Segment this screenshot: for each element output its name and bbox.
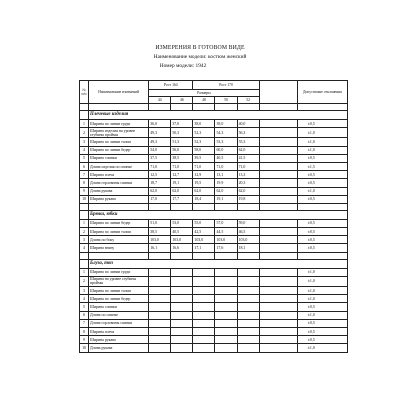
empty-cell (259, 344, 297, 352)
size-value (215, 319, 237, 327)
spacer-cell (215, 104, 237, 111)
measurement-name: Длина горловины спинки (89, 319, 149, 327)
size-value: 16,6 (171, 244, 193, 252)
tolerance-value: ±0,5 (297, 154, 347, 162)
size-value: 103,0 (149, 236, 171, 244)
size-value: 44,5 (215, 228, 237, 236)
size-value: 71,0 (193, 162, 215, 170)
size-value (237, 276, 259, 286)
size-value: 52,3 (193, 128, 215, 138)
measurement-name: Ширина по линии талии (89, 287, 149, 295)
row-number: 9 (80, 336, 89, 344)
size-value: 71,0 (171, 162, 193, 170)
measurement-name: Длина рукава (89, 344, 149, 352)
spacer-cell (297, 104, 347, 111)
empty-cell (259, 268, 297, 276)
size-value: 38,0 (193, 120, 215, 128)
section-title: Блуза, топ (89, 259, 348, 268)
size-value (215, 344, 237, 352)
size-value (193, 287, 215, 295)
size-value (149, 311, 171, 319)
tolerance-value: ±1,0 (297, 287, 347, 295)
size-value (193, 276, 215, 286)
empty-cell (259, 228, 297, 236)
table-row (80, 295, 348, 303)
spacer-cell (237, 252, 259, 259)
size-value: 49,3 (149, 128, 171, 138)
size-value: 53,0 (171, 219, 193, 227)
tolerance-value: ±0,5 (297, 303, 347, 311)
size-value: 36,0 (149, 120, 171, 128)
tolerance-value: ±1,0 (297, 344, 347, 352)
measurement-name: Ширина по линии талии (89, 228, 149, 236)
empty-cell (259, 303, 297, 311)
size-value (171, 276, 193, 286)
table-row (80, 171, 348, 179)
size-value (237, 344, 259, 352)
size-value (237, 327, 259, 335)
size-value (237, 268, 259, 276)
size-value: 57,0 (215, 219, 237, 227)
size-value: 56,3 (237, 128, 259, 138)
size-value: 103,0 (237, 236, 259, 244)
size-value: 39,0 (215, 120, 237, 128)
size-value (171, 295, 193, 303)
tolerance-value: ±0,5 (297, 244, 347, 252)
measurement-name: Длина горловины спинки (89, 179, 149, 187)
row-number: 2 (80, 228, 89, 236)
header-height-170: Рост 170 (193, 81, 259, 90)
table-row (80, 244, 348, 252)
empty-cell (259, 138, 297, 146)
table-row (80, 319, 348, 327)
spacer-cell (193, 252, 215, 259)
size-value: 42,5 (193, 228, 215, 236)
size-value: 38,5 (171, 154, 193, 162)
size-value (171, 303, 193, 311)
tolerance-value: ±1,0 (297, 146, 347, 154)
size-value (193, 327, 215, 335)
tolerance-value: ±0,5 (297, 219, 347, 227)
table-row (80, 287, 348, 295)
measurement-name: Ширина плеча (89, 327, 149, 335)
size-value (215, 327, 237, 335)
size-value: 54,3 (215, 128, 237, 138)
empty-cell (259, 311, 297, 319)
size-value: 103,0 (171, 236, 193, 244)
size-value: 17,6 (215, 244, 237, 252)
size-value: 19,1 (215, 195, 237, 203)
measurement-name: Ширина по линии бедер (89, 219, 149, 227)
size-value (237, 319, 259, 327)
section-num-cell (80, 111, 89, 120)
size-value: 19,1 (171, 179, 193, 187)
empty-cell (259, 120, 297, 128)
size-value (149, 327, 171, 335)
size-value: 40,5 (171, 228, 193, 236)
spacer-cell (89, 104, 149, 111)
table-row (80, 336, 348, 344)
size-value (193, 344, 215, 352)
table-row (80, 344, 348, 352)
measurement-name: Ширина изделия на уровне глубины проймы (89, 128, 149, 138)
row-number: 1 (80, 120, 89, 128)
size-value: 13,1 (215, 171, 237, 179)
header-num: № п/п (80, 81, 89, 104)
table-row (80, 195, 348, 203)
empty-cell (259, 287, 297, 295)
tolerance-value: ±0,5 (297, 228, 347, 236)
size-value: 17,7 (171, 195, 193, 203)
row-number: 4 (80, 244, 89, 252)
size-value: 17,1 (193, 244, 215, 252)
size-value (149, 268, 171, 276)
empty-cell (259, 154, 297, 162)
spacer-cell (149, 104, 171, 111)
table-row (80, 276, 348, 286)
row-number: 10 (80, 195, 89, 203)
table-row (80, 187, 348, 195)
size-value (237, 336, 259, 344)
spacer-cell (193, 203, 215, 210)
size-value (237, 287, 259, 295)
size-value (149, 276, 171, 286)
table-row (80, 327, 348, 335)
spacer-cell (171, 203, 193, 210)
size-value: 17,0 (149, 195, 171, 203)
size-value: 103,0 (215, 236, 237, 244)
row-number: 10 (80, 344, 89, 352)
spacer-cell (237, 104, 259, 111)
size-value: 38,5 (149, 228, 171, 236)
spacer-cell (149, 252, 171, 259)
table-row (80, 236, 348, 244)
spacer-cell (297, 252, 347, 259)
header-size-44: 44 (149, 97, 171, 104)
size-value: 40,0 (237, 120, 259, 128)
size-value (171, 327, 193, 335)
size-value (215, 276, 237, 286)
size-value (171, 287, 193, 295)
measurement-name: Ширина рукава (89, 336, 149, 344)
measurement-name: Длина по спинке (89, 311, 149, 319)
size-value (215, 268, 237, 276)
row-number: 8 (80, 327, 89, 335)
size-value: 58,0 (193, 146, 215, 154)
document-title: ИЗМЕРЕНИЯ В ГОТОВОМ ВИДЕ (155, 45, 245, 51)
size-value: 60,0 (215, 146, 237, 154)
size-value: 55,0 (193, 219, 215, 227)
size-value: 16,1 (149, 244, 171, 252)
row-number: 2 (80, 276, 89, 286)
table-row (80, 162, 348, 170)
size-value (193, 319, 215, 327)
spacer-cell (259, 203, 297, 210)
size-value (193, 311, 215, 319)
tolerance-value: ±1,5 (297, 162, 347, 170)
empty-cell (259, 179, 297, 187)
size-value: 62,0 (149, 187, 171, 195)
row-number: 3 (80, 138, 89, 146)
table-row (80, 138, 348, 146)
section-title: Плечевые изделия (89, 111, 348, 120)
spacer-cell (259, 104, 297, 111)
measurement-name: Длина изделия по спинке (89, 162, 149, 170)
row-number: 1 (80, 268, 89, 276)
header-sizes-label: Размеры (149, 90, 259, 97)
size-value (237, 311, 259, 319)
tolerance-value: ±0,5 (297, 319, 347, 327)
size-value (193, 295, 215, 303)
size-value: 62,0 (215, 187, 237, 195)
section-title: Брюки, юбки (89, 210, 348, 219)
size-value (171, 268, 193, 276)
size-value: 13,3 (237, 171, 259, 179)
size-value (193, 268, 215, 276)
size-value: 49,3 (149, 138, 171, 146)
size-value: 37,0 (171, 120, 193, 128)
spacer-cell (171, 252, 193, 259)
size-value: 20,3 (237, 179, 259, 187)
tolerance-value: ±0,5 (297, 171, 347, 179)
size-value (215, 336, 237, 344)
header-height-164: Рост 164 (149, 81, 193, 90)
section-num-cell (80, 210, 89, 219)
spacer-cell (80, 203, 89, 210)
size-value: 56,0 (171, 146, 193, 154)
measurement-name: Ширина внизу (89, 244, 149, 252)
header-empty-cell (259, 81, 297, 104)
size-value: 19,5 (193, 179, 215, 187)
size-value: 50,3 (171, 128, 193, 138)
empty-cell (259, 162, 297, 170)
section-num-cell (80, 259, 89, 268)
tolerance-value: ±0,5 (297, 236, 347, 244)
spacer-cell (89, 252, 149, 259)
size-value (149, 336, 171, 344)
row-number: 7 (80, 171, 89, 179)
spacer-cell (259, 252, 297, 259)
size-value (171, 311, 193, 319)
tolerance-value: ±0,5 (297, 120, 347, 128)
measurement-name: Длина по боку (89, 236, 149, 244)
measurement-name: Ширина спинки (89, 303, 149, 311)
row-number: 1 (80, 219, 89, 227)
size-value (149, 295, 171, 303)
size-value (215, 287, 237, 295)
row-number: 9 (80, 187, 89, 195)
empty-cell (259, 187, 297, 195)
empty-cell (259, 128, 297, 138)
row-number: 4 (80, 146, 89, 154)
table-row (80, 146, 348, 154)
empty-cell (259, 319, 297, 327)
table-row (80, 268, 348, 276)
header-tolerance: Допустимые отклонения (297, 81, 347, 104)
size-value (193, 303, 215, 311)
tolerance-value: ±0,5 (297, 179, 347, 187)
table-row (80, 179, 348, 187)
spacer-cell (149, 203, 171, 210)
measurement-name: Ширина по линии груди (89, 120, 149, 128)
size-value (171, 319, 193, 327)
size-value: 62,0 (237, 146, 259, 154)
size-value (215, 295, 237, 303)
spacer-cell (80, 252, 89, 259)
model-number-line: Номер модели: 1942 (159, 63, 207, 69)
table-row (80, 120, 348, 128)
empty-cell (259, 146, 297, 154)
measurements-table (79, 80, 348, 353)
size-value (149, 344, 171, 352)
size-value: 59,0 (237, 219, 259, 227)
empty-cell (259, 336, 297, 344)
header-name: Наименование изменений (89, 81, 149, 104)
size-value: 12,7 (171, 171, 193, 179)
size-value: 18,4 (193, 195, 215, 203)
size-value (149, 303, 171, 311)
size-value: 62,0 (171, 187, 193, 195)
tolerance-value: ±0,5 (297, 336, 347, 344)
size-value: 71,0 (215, 162, 237, 170)
size-value: 12,5 (149, 171, 171, 179)
model-name-line: Наименование модели: костюм женский (153, 54, 247, 60)
table-row (80, 303, 348, 311)
size-value: 18,1 (237, 244, 259, 252)
measurement-name: Ширина по линии груди (89, 268, 149, 276)
spacer-cell (89, 203, 149, 210)
table-row (80, 154, 348, 162)
size-value: 52,3 (193, 138, 215, 146)
spacer-cell (215, 252, 237, 259)
empty-cell (259, 236, 297, 244)
row-number: 6 (80, 162, 89, 170)
tolerance-value: ±0,5 (297, 327, 347, 335)
row-number: 6 (80, 311, 89, 319)
measurement-name: Длина рукава (89, 187, 149, 195)
size-value: 55,3 (237, 138, 259, 146)
tolerance-value: ±1,0 (297, 311, 347, 319)
tolerance-value: ±1,0 (297, 276, 347, 286)
row-number: 3 (80, 287, 89, 295)
table-row (80, 219, 348, 227)
tolerance-value: ±1,0 (297, 295, 347, 303)
size-value: 51,0 (149, 219, 171, 227)
size-value: 12,9 (193, 171, 215, 179)
size-value: 37,5 (149, 154, 171, 162)
empty-cell (259, 195, 297, 203)
size-value (215, 311, 237, 319)
empty-cell (259, 276, 297, 286)
measurement-name: Ширина по линии бедер (89, 146, 149, 154)
size-value: 71,0 (149, 162, 171, 170)
measurement-name: Ширина плеча (89, 171, 149, 179)
header-size-50: 50 (215, 97, 237, 104)
size-value: 62,0 (193, 187, 215, 195)
size-value: 40,5 (215, 154, 237, 162)
tolerance-value: ±0,5 (297, 195, 347, 203)
spacer-cell (171, 104, 193, 111)
header-size-48: 48 (193, 97, 215, 104)
size-value: 46,5 (237, 228, 259, 236)
header-size-52: 52 (237, 97, 259, 104)
row-number: 7 (80, 319, 89, 327)
size-value (149, 319, 171, 327)
row-number: 4 (80, 295, 89, 303)
table-row (80, 228, 348, 236)
empty-cell (259, 295, 297, 303)
empty-cell (259, 244, 297, 252)
empty-cell (259, 327, 297, 335)
tolerance-value: ±1,0 (297, 138, 347, 146)
table-row (80, 128, 348, 138)
measurement-name: Ширина по линии бедер (89, 295, 149, 303)
row-number: 2 (80, 128, 89, 138)
size-value: 41,5 (237, 154, 259, 162)
size-value: 19,8 (237, 195, 259, 203)
empty-cell (259, 171, 297, 179)
empty-cell (259, 219, 297, 227)
measurement-name: Ширина рукава (89, 195, 149, 203)
tolerance-value: ±1,0 (297, 128, 347, 138)
row-number: 3 (80, 236, 89, 244)
size-value (171, 344, 193, 352)
row-number: 5 (80, 154, 89, 162)
measurement-name: Ширина спинки (89, 154, 149, 162)
size-value (237, 303, 259, 311)
size-value: 71,0 (237, 162, 259, 170)
spacer-cell (193, 104, 215, 111)
size-value (215, 303, 237, 311)
measurement-name: Ширина по линии талии (89, 138, 149, 146)
size-value: 51,3 (171, 138, 193, 146)
size-value: 53,3 (215, 138, 237, 146)
tolerance-value: ±1,0 (297, 187, 347, 195)
size-value (237, 295, 259, 303)
size-value (193, 336, 215, 344)
row-number: 8 (80, 179, 89, 187)
size-value (149, 287, 171, 295)
row-number: 5 (80, 303, 89, 311)
tolerance-value: ±1,0 (297, 268, 347, 276)
size-value: 39,5 (193, 154, 215, 162)
header-size-46: 46 (171, 97, 193, 104)
size-value: 54,0 (149, 146, 171, 154)
size-value: 62,0 (237, 187, 259, 195)
spacer-cell (297, 203, 347, 210)
size-value (171, 336, 193, 344)
size-value: 18,7 (149, 179, 171, 187)
size-value: 19,9 (215, 179, 237, 187)
spacer-cell (80, 104, 89, 111)
spacer-cell (237, 203, 259, 210)
spacer-cell (215, 203, 237, 210)
table-row (80, 311, 348, 319)
size-value: 103,0 (193, 236, 215, 244)
measurement-name: Ширина на уровне глубины проймы (89, 276, 149, 286)
